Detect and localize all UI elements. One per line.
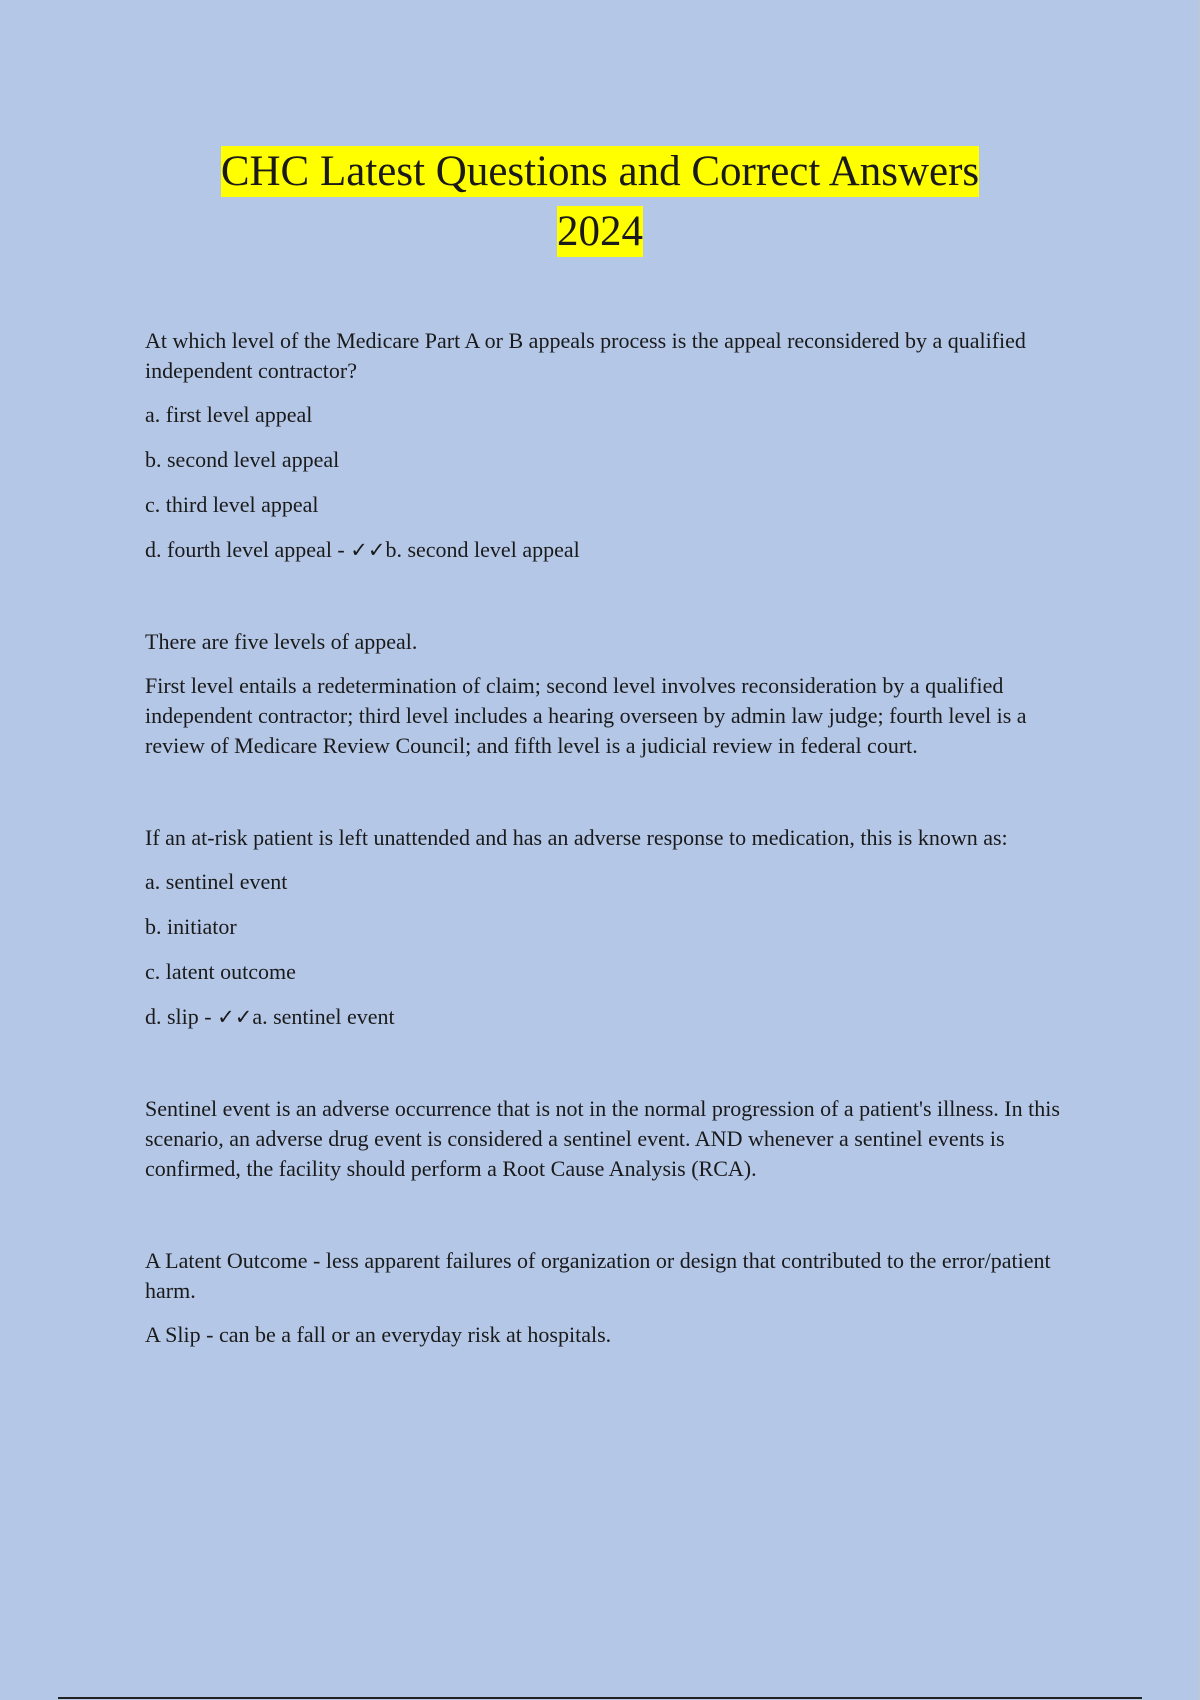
check-mark-icon: ✓✓ <box>350 538 386 562</box>
question-1-explanation-intro: There are five levels of appeal. <box>145 629 418 654</box>
question-1-answer-line <box>145 535 1065 565</box>
question-1-option-d: d. fourth level appeal - <box>145 537 351 562</box>
question-1-stem: At which level of the Medicare Part A or B appeals process is the appeal reconsidered by a qualified independent contractor? <box>145 328 1026 383</box>
document-body <box>145 326 1065 1350</box>
question-2-explanation-latent: A Latent Outcome - less apparent failures of organization or design that contributed to the error/patient harm. <box>145 1248 1051 1303</box>
question-2-explanation-sentinel: Sentinel event is an adverse occurrence that is not in the normal progression of a patient's illness. In this scenario, an adverse drug event is considered a sentinel event. AND whenever a sentinel events is confirmed, the facility should perform a Root Cause Analysis (RCA). <box>145 1096 1060 1181</box>
question-2-option-a: a. sentinel event <box>145 869 288 894</box>
question-2-answer-line <box>145 1002 1065 1032</box>
title-line-2: 2024 <box>557 208 643 255</box>
question-2-option-c: c. latent outcome <box>145 959 296 984</box>
question-1-answer: b. second level appeal <box>385 537 580 562</box>
question-1-option-c: c. third level appeal <box>145 492 319 517</box>
question-2-stem: If an at-risk patient is left unattended and has an adverse response to medication, this is known as: <box>145 825 1008 850</box>
question-2-explanation-slip: A Slip - can be a fall or an everyday risk at hospitals. <box>145 1322 612 1347</box>
check-mark-icon: ✓✓ <box>217 1005 253 1029</box>
question-2-option-b: b. initiator <box>145 914 237 939</box>
document-title <box>140 142 1060 262</box>
question-1-option-a: a. first level appeal <box>145 402 313 427</box>
question-2-option-d: d. slip - <box>145 1004 218 1029</box>
question-1-option-b: b. second level appeal <box>145 447 340 472</box>
page-divider <box>58 1697 1142 1699</box>
title-line-1: CHC Latest Questions and Correct Answers <box>220 148 980 195</box>
question-1-explanation: First level entails a redetermination of claim; second level involves reconsideration by a qualified independent contractor; third level includes a hearing overseen by admin law judge; fourth level is a review of Medicare Review Council; and fifth level is a judicial review in federal court. <box>145 673 1027 758</box>
question-2-answer: a. sentinel event <box>252 1004 395 1029</box>
